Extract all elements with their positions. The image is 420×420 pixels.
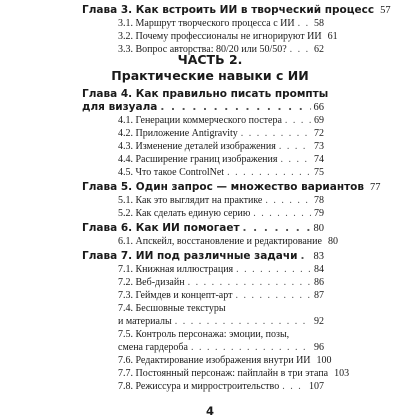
entry-title: 7.1. Книжная иллюстрация <box>118 264 234 275</box>
page-ref: 100 <box>316 355 332 366</box>
page-ref: 62 <box>314 44 324 55</box>
leader-dots <box>236 264 311 275</box>
page-ref: 58 <box>314 18 324 29</box>
entry-title: 7.6. Редактирование изображения внутри ИИ <box>118 355 311 366</box>
page-ref: 80 <box>327 236 338 247</box>
page-ref: 86 <box>314 277 324 288</box>
toc-entry <box>118 355 332 366</box>
toc-entry <box>118 381 324 392</box>
entry-title: 7.3. Геймдев и концепт-арт <box>118 290 233 301</box>
toc-entry <box>118 290 324 301</box>
entry-title: 7.5. Контроль персонажа: эмоции, позы, <box>118 329 290 340</box>
leader-dots <box>241 128 311 139</box>
leader-dots <box>243 222 311 234</box>
toc-chapter-5 <box>82 181 381 193</box>
page-ref: 92 <box>314 316 324 327</box>
page-ref: 73 <box>314 141 324 152</box>
part-title: Практические навыки с ИИ <box>111 68 309 83</box>
entry-title: 5.2. Как сделать единую серию <box>118 208 251 219</box>
leader-dots <box>253 208 311 219</box>
toc-entry <box>118 264 324 275</box>
leader-dots <box>227 167 311 178</box>
leader-dots <box>280 154 311 165</box>
page-ref: 107 <box>309 381 324 392</box>
chapter-title: Глава 5. Один запрос — множество вариантов <box>82 181 365 193</box>
toc-chapter-6 <box>82 222 324 234</box>
page-ref: 83 <box>313 251 324 262</box>
page-ref: 69 <box>314 115 324 126</box>
toc-entry <box>118 31 338 42</box>
toc-entry <box>118 115 324 126</box>
chapter-title: Глава 6. Как ИИ помогает <box>82 222 240 234</box>
page-ref: 78 <box>314 195 324 206</box>
entry-title: 3.3. Вопрос авторства: 80/20 или 50/50? <box>118 44 287 55</box>
entry-title: 4.4. Расширение границ изображения <box>118 154 278 165</box>
leader-dots <box>300 250 310 262</box>
entry-title: 6.1. Апскейл, восстановление и редактирование <box>118 236 322 247</box>
page-ref: 80 <box>313 223 324 234</box>
toc-entry <box>118 368 350 379</box>
page-ref: 74 <box>314 154 324 165</box>
toc-entry <box>118 277 324 288</box>
leader-dots <box>160 101 310 113</box>
leader-dots <box>279 141 311 152</box>
toc-entry <box>118 195 324 206</box>
part-number: ЧАСТЬ 2. <box>177 52 243 67</box>
toc-entry <box>118 342 324 353</box>
page-ref: 79 <box>314 208 324 219</box>
toc-entry <box>118 154 324 165</box>
chapter-title: для визуала <box>82 101 158 113</box>
page-ref: 103 <box>334 368 350 379</box>
entry-title: 7.2. Веб-дизайн <box>118 277 185 288</box>
page-ref: 66 <box>313 102 324 113</box>
leader-dots <box>298 18 311 29</box>
toc-entry <box>118 141 324 152</box>
page-ref: 57 <box>380 5 391 16</box>
toc-entry <box>118 167 324 178</box>
page-ref: 61 <box>327 31 338 42</box>
entry-title: и материалы <box>118 316 172 327</box>
entry-title: 4.2. Приложение Antigravity <box>118 128 238 139</box>
page-ref: 75 <box>314 167 324 178</box>
toc-entry <box>118 18 324 29</box>
toc-chapter-7 <box>82 250 324 262</box>
page-ref: 96 <box>314 342 324 353</box>
page-ref: 87 <box>314 290 324 301</box>
leader-dots <box>191 342 311 353</box>
toc-entry <box>118 236 338 247</box>
page-ref: 77 <box>370 182 381 193</box>
entry-title: 7.8. Режиссура и мирростроительство <box>118 381 280 392</box>
chapter-title: Глава 3. Как встроить ИИ в творческий процесс <box>82 4 375 16</box>
page-ref: 84 <box>314 264 324 275</box>
entry-title: 3.2. Почему профессионалы не игнорируют ИИ <box>118 31 322 42</box>
chapter-title: Глава 7. ИИ под различные задачи <box>82 250 298 262</box>
toc-entry <box>118 316 324 327</box>
leader-dots <box>282 381 306 392</box>
entry-title: 3.1. Маршрут творческого процесса с ИИ <box>118 18 295 29</box>
entry-title: 5.1. Как это выглядит на практике <box>118 195 263 206</box>
leader-dots <box>235 290 311 301</box>
entry-title: 4.5. Что такое ControlNet <box>118 167 225 178</box>
toc-entry <box>118 128 324 139</box>
leader-dots <box>285 115 311 126</box>
entry-title: 4.1. Генерации коммерческого постера <box>118 115 282 126</box>
chapter-title-line: Глава 4. Как правильно писать промпты <box>82 88 329 100</box>
leader-dots <box>188 277 311 288</box>
page-ref: 72 <box>314 128 324 139</box>
toc-chapter-4 <box>82 101 324 113</box>
entry-title: 4.3. Изменение деталей изображения <box>118 141 276 152</box>
toc-chapter-3 <box>82 4 391 16</box>
leader-dots <box>175 316 311 327</box>
entry-title: 7.4. Бесшовные текстуры <box>118 303 226 314</box>
leader-dots <box>265 195 311 206</box>
toc-entry <box>118 208 324 219</box>
entry-title: смена гардероба <box>118 342 188 353</box>
entry-title: 7.7. Постоянный персонаж: пайплайн в три этапа <box>118 368 329 379</box>
page-number: 4 <box>205 404 214 418</box>
